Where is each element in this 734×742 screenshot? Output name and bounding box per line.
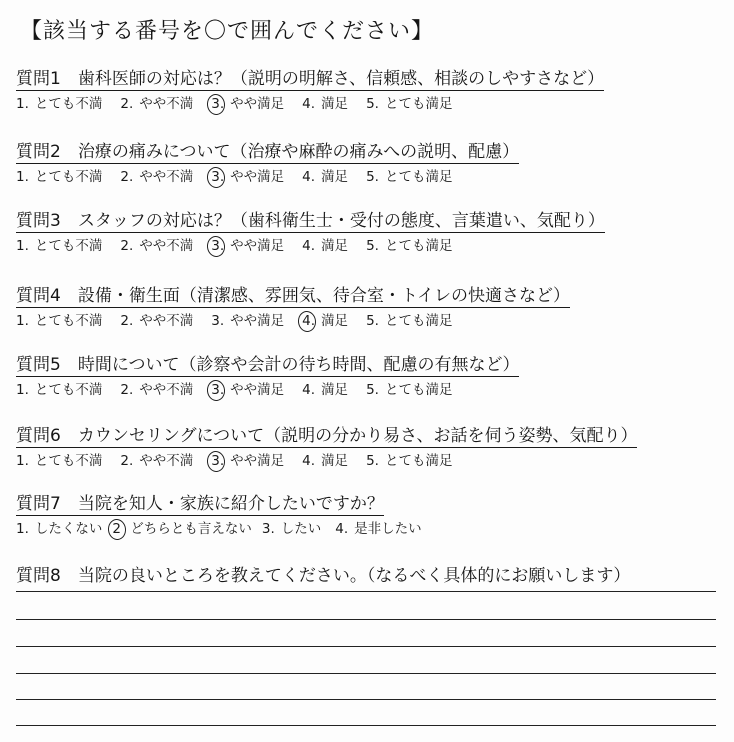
option-number: 4. [302,382,316,398]
question-6-options [16,451,716,471]
option-label: どちらとも言えない [130,521,252,537]
rating-option[interactable] [302,94,348,114]
option-label: とても満足 [384,238,453,254]
rating-option-selected[interactable] [211,167,284,187]
rating-option[interactable] [366,236,452,256]
question-1-title: 質問1 歯科医師の対応は？（説明の明解さ、信頼感、相談のしやすさなど） [16,64,604,91]
option-number: 1. [16,96,29,112]
option-number: 3. [211,453,225,469]
option-number: 4. [302,313,316,329]
question-5-title: 質問5 時間について（診察や会計の待ち時間、配慮の有無など） [16,350,519,377]
option-number: 4. [302,169,316,185]
question-1-options [16,94,716,114]
option-number: 1. [16,521,29,537]
rating-option[interactable] [16,94,102,114]
option-label: とても不満 [34,96,103,112]
option-label: とても不満 [34,169,103,185]
option-label: とても不満 [34,313,103,329]
option-number: 1. [16,238,29,254]
rating-option[interactable] [366,311,452,331]
option-label: とても満足 [384,169,453,185]
answer-line[interactable] [16,725,716,726]
rating-option[interactable] [16,311,102,331]
option-number: 5. [366,169,379,185]
rating-option-selected[interactable] [211,236,284,256]
option-number: 2 [112,519,124,539]
answer-line[interactable] [16,646,716,647]
option-number: 1. [16,313,29,329]
rating-option[interactable] [211,311,284,331]
rating-option-selected[interactable] [112,519,252,539]
rating-option[interactable] [16,380,102,400]
question-6 [16,421,716,471]
option-number: 3. [261,521,275,537]
question-7-options [16,519,716,539]
rating-option[interactable] [366,167,452,187]
rating-option[interactable] [366,451,452,471]
question-4 [16,281,716,331]
answer-line[interactable] [16,699,716,700]
option-label: やや不満 [139,453,194,469]
option-label: やや満足 [230,169,285,185]
option-number: 2. [120,382,134,398]
question-1 [16,64,716,114]
question-7 [16,489,716,539]
question-8-title: 質問8 当院の良いところを教えてください。（なるべく具体的にお願いします） [16,566,631,586]
question-2-options [16,167,716,187]
option-number: 3. [211,382,225,398]
option-label: 満足 [321,238,349,254]
option-label: 満足 [321,382,349,398]
rating-option[interactable] [366,380,452,400]
answer-line[interactable] [16,619,716,620]
question-7-title: 質問7 当院を知人・家族に紹介したいですか？ [16,489,384,516]
option-label: やや満足 [230,382,285,398]
option-label: やや不満 [139,382,194,398]
rating-option-selected[interactable] [302,311,348,331]
option-number: 2. [120,238,134,254]
rating-option[interactable] [262,519,321,539]
option-number: 1. [16,382,29,398]
option-label: とても満足 [384,453,453,469]
rating-option[interactable] [120,94,193,114]
option-label: 満足 [321,96,349,112]
rating-option-selected[interactable] [211,94,284,114]
question-3-options [16,236,716,256]
question-5 [16,350,716,400]
rating-option-selected[interactable] [211,451,284,471]
question-8 [16,561,716,587]
option-label: やや不満 [139,169,194,185]
rating-option[interactable] [302,236,348,256]
question-4-title: 質問4 設備・衛生面（清潔感、雰囲気、待合室・トイレの快適さなど） [16,281,570,308]
answer-line[interactable] [16,591,716,592]
option-number: 5. [366,453,379,469]
rating-option[interactable] [335,519,421,539]
option-label: とても満足 [384,313,453,329]
option-number: 1. [16,169,29,185]
rating-option[interactable] [302,451,348,471]
option-number: 2. [120,453,134,469]
rating-option[interactable] [120,380,193,400]
option-label: 満足 [321,169,349,185]
rating-option[interactable] [302,167,348,187]
option-number: 3. [211,313,225,329]
option-label: とても不満 [34,382,103,398]
option-number: 1. [16,453,29,469]
option-number: 4. [302,238,316,254]
rating-option[interactable] [16,451,102,471]
option-label: 是非したい [354,521,422,537]
question-6-title: 質問6 カウンセリングについて（説明の分かり易さ、お話を伺う姿勢、気配り） [16,421,637,448]
answer-line[interactable] [16,673,716,674]
option-number: 5. [366,313,379,329]
option-number: 4. [335,521,349,537]
question-2 [16,137,716,187]
option-label: やや満足 [230,453,285,469]
rating-option[interactable] [16,167,102,187]
option-number: 5. [366,96,379,112]
option-number: 2. [120,169,134,185]
instruction-header: 【該当する番号を〇で囲んでください】 [20,19,435,44]
option-label: 満足 [321,453,349,469]
option-number: 5. [366,382,379,398]
option-label: やや不満 [139,96,194,112]
option-label: 満足 [321,313,349,329]
option-label: やや満足 [230,238,285,254]
option-number: 3. [211,238,225,254]
option-number: 5. [366,238,379,254]
rating-option[interactable] [120,167,193,187]
option-label: やや満足 [230,96,285,112]
question-2-title: 質問2 治療の痛みについて（治療や麻酔の痛みへの説明、配慮） [16,137,519,164]
option-label: とても満足 [384,382,453,398]
question-3 [16,206,716,256]
rating-option[interactable] [16,236,102,256]
option-number: 4. [302,453,316,469]
option-number: 3. [211,96,225,112]
option-label: したくない [34,521,103,537]
rating-option[interactable] [366,94,452,114]
option-label: やや不満 [139,238,194,254]
rating-option[interactable] [120,311,193,331]
rating-option[interactable] [120,451,193,471]
option-label: とても不満 [34,238,103,254]
option-label: やや不満 [139,313,194,329]
option-number: 4. [302,96,316,112]
question-4-options [16,311,716,331]
question-3-title: 質問3 スタッフの対応は？（歯科衛生士・受付の態度、言葉遣い、気配り） [16,206,605,233]
option-number: 2. [120,96,134,112]
option-number: 3. [211,169,225,185]
rating-option[interactable] [120,236,193,256]
question-5-options [16,380,716,400]
option-label: したい [280,521,322,537]
option-label: とても不満 [34,453,103,469]
option-number: 2. [120,313,134,329]
option-label: やや満足 [230,313,285,329]
rating-option[interactable] [16,519,102,539]
rating-option-selected[interactable] [211,380,284,400]
rating-option[interactable] [302,380,348,400]
option-label: とても満足 [384,96,453,112]
